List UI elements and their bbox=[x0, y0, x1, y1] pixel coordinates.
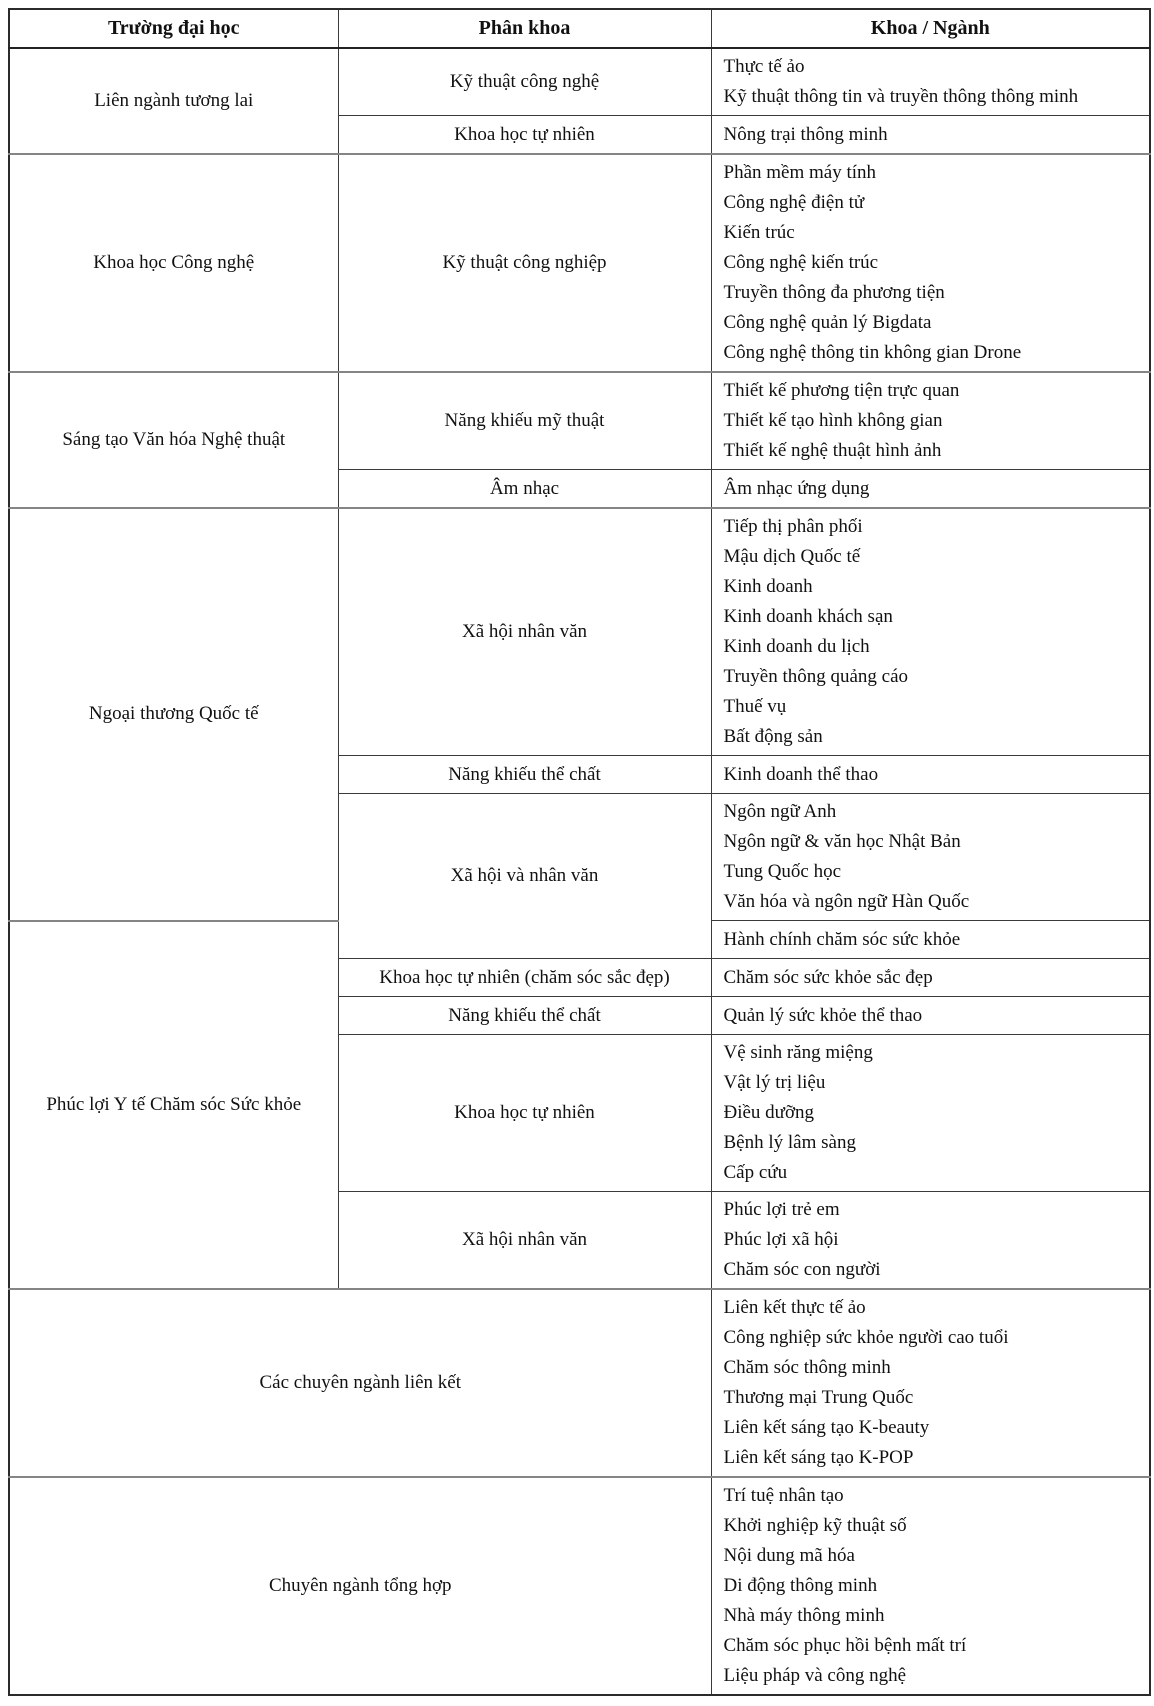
major-item: Bệnh lý lâm sàng bbox=[723, 1132, 856, 1153]
faculty-cell: Khoa học tự nhiên bbox=[338, 116, 711, 155]
major-item: Nội dung mã hóa bbox=[723, 1545, 855, 1566]
major-item: Truyền thông đa phương tiện bbox=[723, 282, 945, 303]
majors-cell bbox=[711, 154, 1150, 372]
major-item: Vật lý trị liệu bbox=[723, 1072, 826, 1093]
major-item: Hành chính chăm sóc sức khỏe bbox=[723, 928, 961, 950]
major-item: Truyền thông quảng cáo bbox=[723, 666, 909, 687]
major-item: Thuế vụ bbox=[723, 696, 787, 717]
major-item: Thương mại Trung Quốc bbox=[723, 1387, 914, 1408]
majors-cell bbox=[711, 372, 1150, 470]
major-item: Chăm sóc sức khỏe sắc đẹp bbox=[723, 966, 933, 988]
major-item: Vệ sinh răng miệng bbox=[723, 1042, 873, 1063]
majors-cell bbox=[711, 756, 1150, 794]
university-merged-cell: Chuyên ngành tổng hợp bbox=[9, 1477, 711, 1695]
university-cell: Phúc lợi Y tế Chăm sóc Sức khỏe bbox=[9, 921, 338, 1290]
majors-cell bbox=[711, 921, 1150, 959]
major-item: Chăm sóc phục hồi bệnh mất trí bbox=[723, 1635, 967, 1656]
university-merged-cell: Các chuyên ngành liên kết bbox=[9, 1289, 711, 1477]
majors-cell bbox=[711, 1192, 1150, 1290]
faculty-cell: Âm nhạc bbox=[338, 470, 711, 509]
majors-cell bbox=[711, 116, 1150, 155]
major-item: Thiết kế nghệ thuật hình ảnh bbox=[723, 440, 942, 461]
major-item: Nhà máy thông minh bbox=[723, 1605, 885, 1626]
major-item: Chăm sóc con người bbox=[723, 1259, 881, 1280]
faculty-cell: Năng khiếu thể chất bbox=[338, 997, 711, 1035]
major-item: Chăm sóc thông minh bbox=[723, 1357, 891, 1378]
major-item: Phúc lợi trẻ em bbox=[723, 1199, 840, 1220]
majors-cell bbox=[711, 1477, 1150, 1695]
major-item: Liệu pháp và công nghệ bbox=[723, 1665, 907, 1686]
major-item: Kinh doanh du lịch bbox=[723, 636, 870, 657]
major-item: Bất động sản bbox=[723, 726, 823, 747]
majors-cell bbox=[711, 470, 1150, 509]
major-item: Văn hóa và ngôn ngữ Hàn Quốc bbox=[723, 891, 970, 912]
major-item: Nông trại thông minh bbox=[723, 123, 888, 145]
col-header-major: Khoa / Ngành bbox=[711, 9, 1150, 48]
major-item: Trí tuệ nhân tạo bbox=[723, 1485, 844, 1506]
faculty-cell: Xã hội nhân văn bbox=[338, 1192, 711, 1290]
majors-cell bbox=[711, 1289, 1150, 1477]
table-row bbox=[9, 1289, 1150, 1477]
faculty-cell: Kỹ thuật công nghệ bbox=[338, 48, 711, 116]
majors-cell bbox=[711, 48, 1150, 116]
major-item: Kinh doanh thể thao bbox=[723, 763, 879, 785]
major-item: Âm nhạc ứng dụng bbox=[723, 477, 870, 499]
faculty-cell: Xã hội và nhân văn bbox=[338, 794, 711, 959]
table-row bbox=[9, 154, 1150, 372]
major-item: Thực tế ảo bbox=[723, 56, 805, 77]
major-item: Cấp cứu bbox=[723, 1162, 788, 1183]
major-item: Mậu dịch Quốc tế bbox=[723, 546, 861, 567]
major-item: Tiếp thị phân phối bbox=[723, 516, 863, 537]
major-item: Công nghệ kiến trúc bbox=[723, 252, 879, 273]
major-item: Phúc lợi xã hội bbox=[723, 1229, 839, 1250]
major-item: Kỹ thuật thông tin và truyền thông thông minh bbox=[723, 86, 1079, 107]
majors-cell bbox=[711, 997, 1150, 1035]
university-cell: Ngoại thương Quốc tế bbox=[9, 508, 338, 921]
university-cell: Sáng tạo Văn hóa Nghệ thuật bbox=[9, 372, 338, 508]
table-row bbox=[9, 508, 1150, 756]
major-item: Công nghệ thông tin không gian Drone bbox=[723, 342, 1022, 363]
faculty-cell: Khoa học tự nhiên (chăm sóc sắc đẹp) bbox=[338, 959, 711, 997]
university-cell: Liên ngành tương lai bbox=[9, 48, 338, 154]
table-row bbox=[9, 372, 1150, 470]
major-item: Ngôn ngữ Anh bbox=[723, 801, 837, 822]
faculty-cell: Kỹ thuật công nghiệp bbox=[338, 154, 711, 372]
faculty-cell: Khoa học tự nhiên bbox=[338, 1035, 711, 1192]
major-item: Kinh doanh bbox=[723, 576, 813, 597]
major-item: Công nghệ quản lý Bigdata bbox=[723, 312, 932, 333]
major-item: Thiết kế phương tiện trực quan bbox=[723, 380, 960, 401]
majors-cell bbox=[711, 508, 1150, 756]
faculty-cell: Năng khiếu thể chất bbox=[338, 756, 711, 794]
major-item: Tung Quốc học bbox=[723, 861, 842, 882]
major-item: Liên kết thực tế ảo bbox=[723, 1297, 866, 1318]
university-cell: Khoa học Công nghệ bbox=[9, 154, 338, 372]
table-row bbox=[9, 1477, 1150, 1695]
major-item: Di động thông minh bbox=[723, 1575, 878, 1596]
major-item: Điều dưỡng bbox=[723, 1102, 815, 1123]
major-item: Thiết kế tạo hình không gian bbox=[723, 410, 943, 431]
majors-cell bbox=[711, 794, 1150, 921]
major-item: Khởi nghiệp kỹ thuật số bbox=[723, 1515, 907, 1536]
col-header-university: Trường đại học bbox=[9, 9, 338, 48]
majors-cell bbox=[711, 959, 1150, 997]
major-item: Liên kết sáng tạo K-POP bbox=[723, 1447, 914, 1468]
major-item: Kiến trúc bbox=[723, 222, 795, 243]
major-item: Liên kết sáng tạo K-beauty bbox=[723, 1417, 930, 1438]
major-item: Công nghệ điện tử bbox=[723, 192, 865, 213]
major-item: Ngôn ngữ & văn học Nhật Bản bbox=[723, 831, 961, 852]
header-row bbox=[9, 9, 1150, 48]
table-row bbox=[9, 48, 1150, 116]
major-item: Kinh doanh khách sạn bbox=[723, 606, 893, 627]
university-programs-table bbox=[8, 8, 1151, 1696]
major-item: Công nghiệp sức khỏe người cao tuổi bbox=[723, 1327, 1009, 1348]
major-item: Phần mềm máy tính bbox=[723, 162, 877, 183]
faculty-cell: Năng khiếu mỹ thuật bbox=[338, 372, 711, 470]
faculty-cell: Xã hội nhân văn bbox=[338, 508, 711, 756]
major-item: Quản lý sức khỏe thể thao bbox=[723, 1004, 923, 1026]
col-header-faculty: Phân khoa bbox=[338, 9, 711, 48]
majors-cell bbox=[711, 1035, 1150, 1192]
